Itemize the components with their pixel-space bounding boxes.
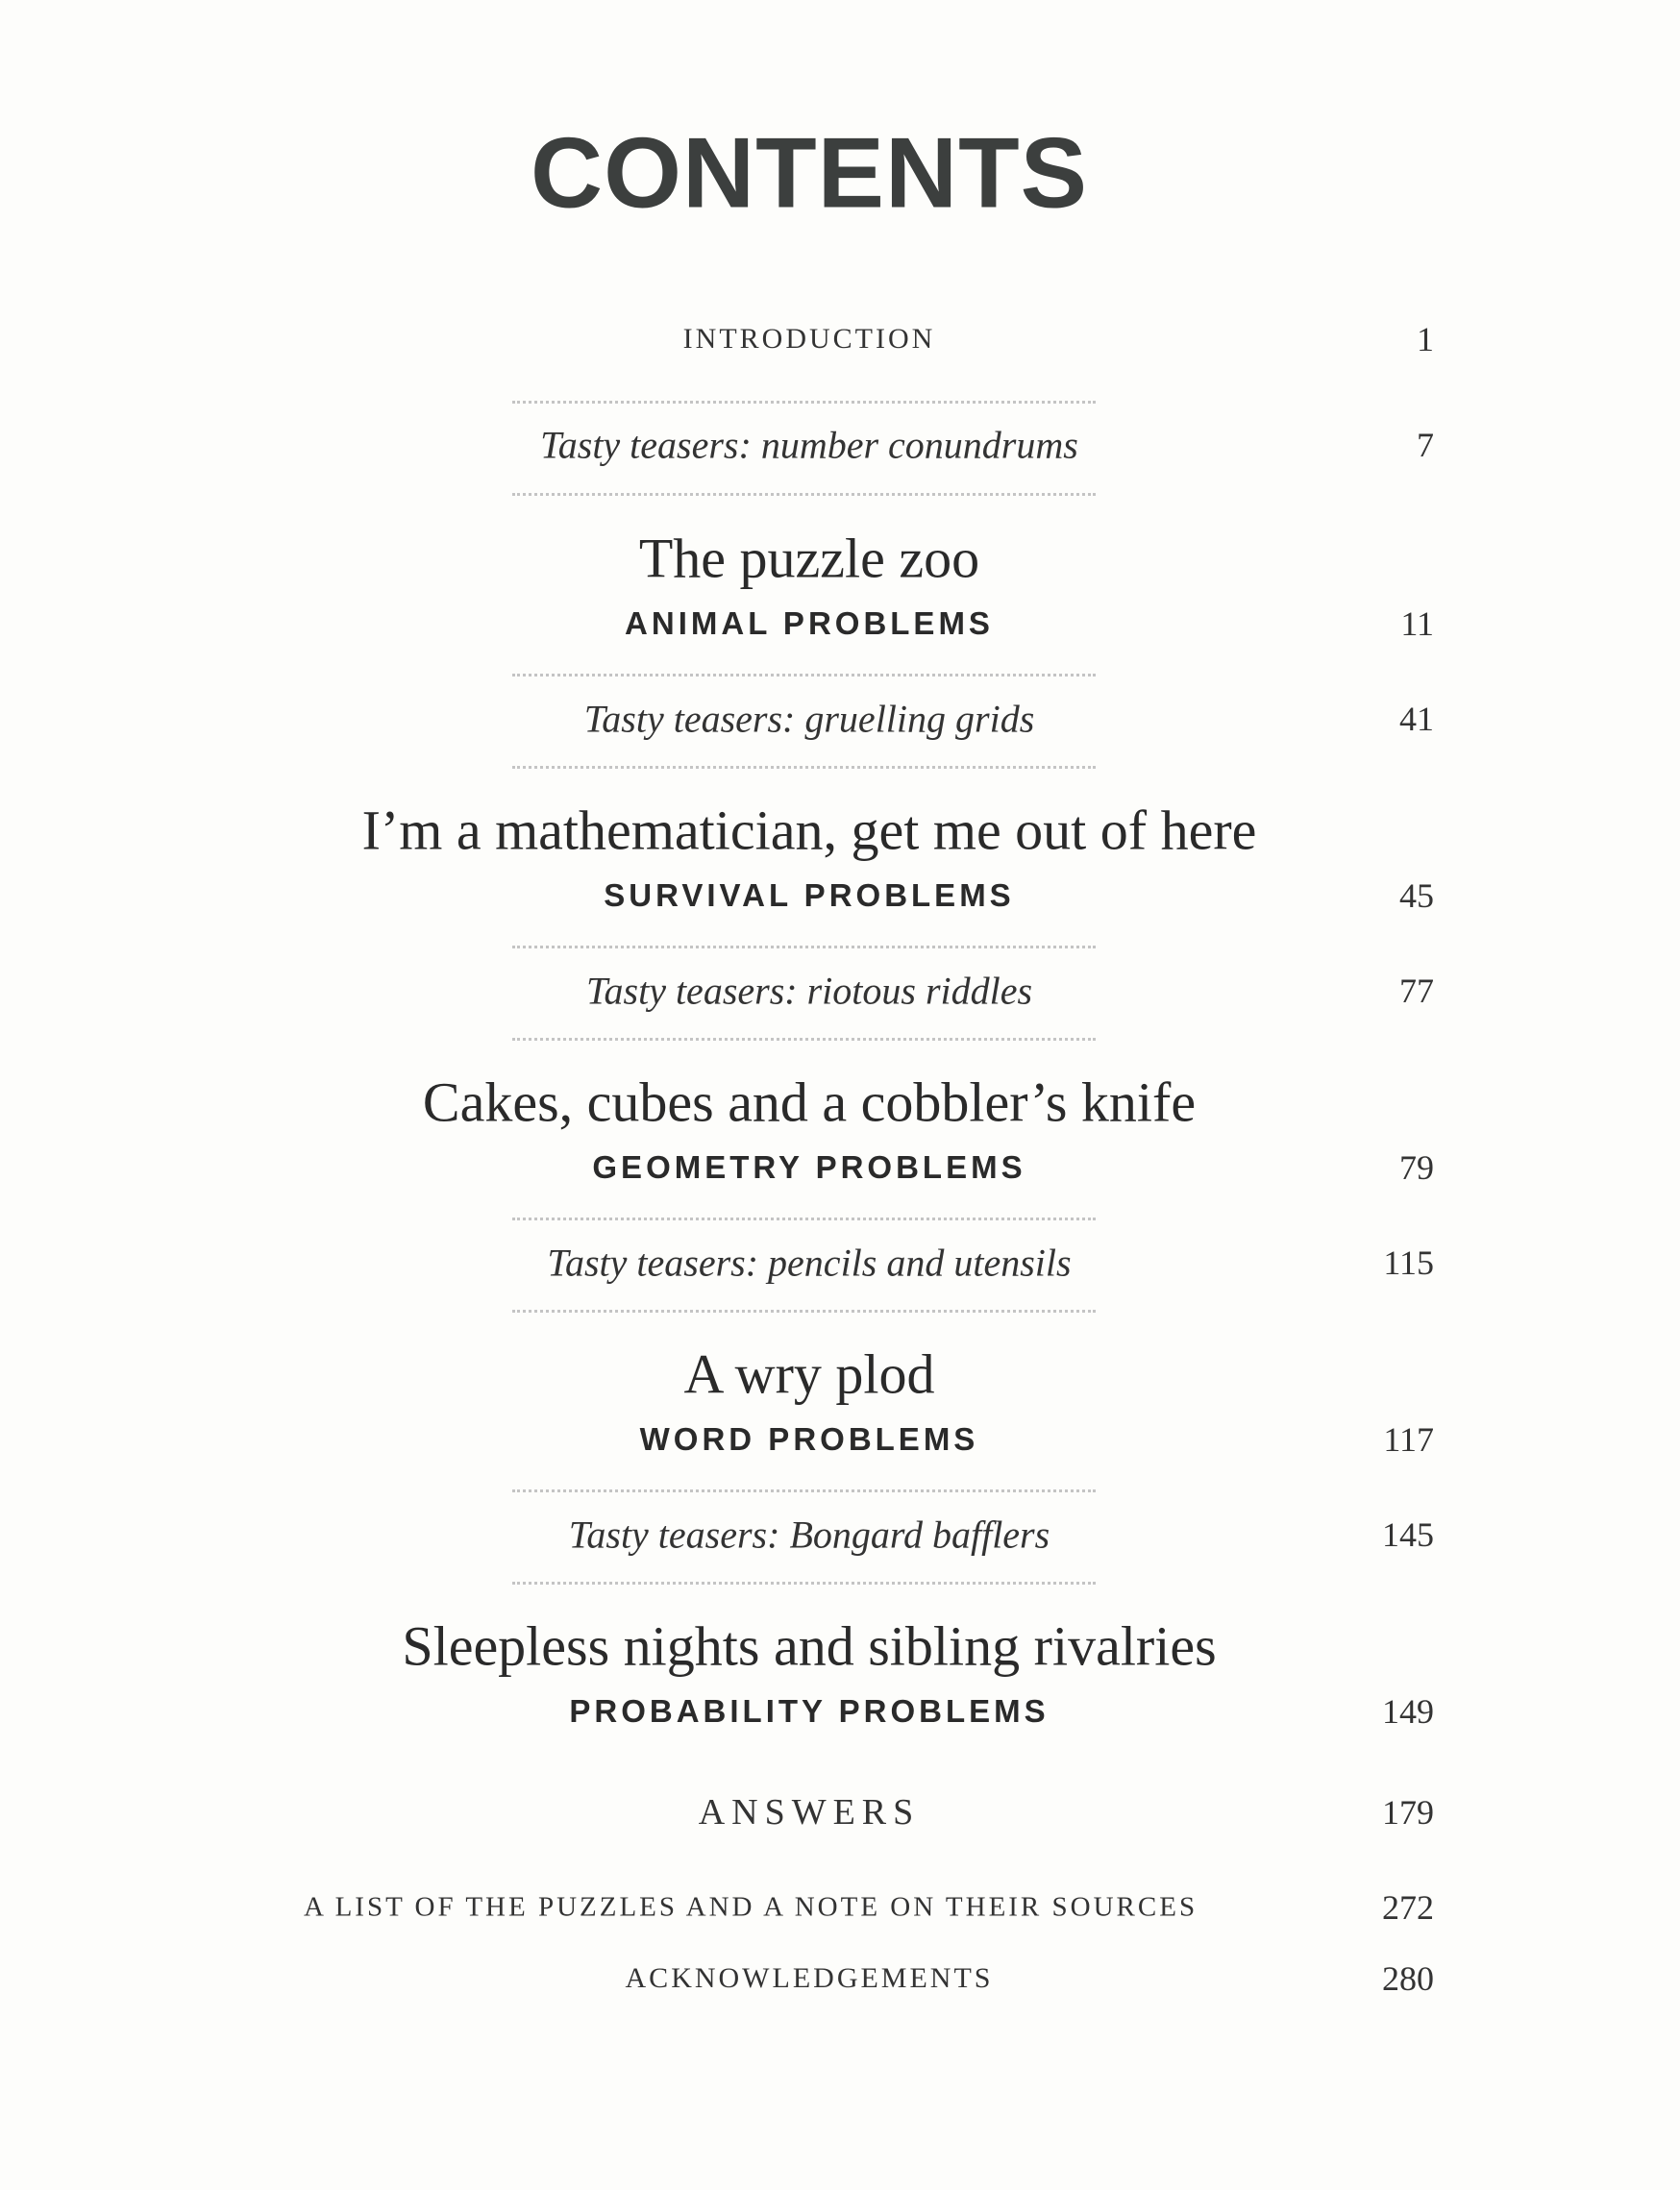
page-number: 117 xyxy=(1383,1420,1434,1459)
page-number: 45 xyxy=(1399,876,1434,915)
dotted-divider xyxy=(512,493,1096,496)
toc-entry-teaser[interactable]: Tasty teasers: number conundrums xyxy=(540,423,1078,467)
toc-entry-puzzle-list[interactable]: A LIST OF THE PUZZLES AND A NOTE ON THEIR SOURCES xyxy=(304,1891,1198,1923)
page-number: 272 xyxy=(1382,1888,1434,1927)
dotted-divider xyxy=(512,1218,1096,1220)
chapter-subtitle[interactable]: PROBABILITY PROBLEMS xyxy=(569,1693,1050,1729)
page-number: 115 xyxy=(1383,1243,1434,1282)
page-number: 79 xyxy=(1399,1148,1434,1187)
chapter-subtitle[interactable]: ANIMAL PROBLEMS xyxy=(625,605,994,641)
chapter-subtitle[interactable]: GEOMETRY PROBLEMS xyxy=(592,1149,1026,1185)
dotted-divider xyxy=(512,946,1096,948)
page-number: 41 xyxy=(1399,700,1434,738)
toc-entry-teaser[interactable]: Tasty teasers: pencils and utensils xyxy=(547,1241,1072,1285)
chapter-title[interactable]: I’m a mathematician, get me out of here xyxy=(361,799,1257,862)
dotted-divider xyxy=(512,1582,1096,1585)
chapter-title[interactable]: Cakes, cubes and a cobbler’s knife xyxy=(422,1070,1197,1134)
dotted-divider xyxy=(512,766,1096,769)
chapter-subtitle[interactable]: SURVIVAL PROBLEMS xyxy=(604,877,1015,913)
chapter-title[interactable]: A wry plod xyxy=(683,1342,935,1406)
page-number: 145 xyxy=(1382,1515,1434,1554)
chapter-title[interactable]: The puzzle zoo xyxy=(638,527,980,590)
dotted-divider xyxy=(512,1489,1096,1492)
dotted-divider xyxy=(512,674,1096,677)
toc-entry-teaser[interactable]: Tasty teasers: gruelling grids xyxy=(583,697,1035,741)
toc-entry-acknowledgements[interactable]: ACKNOWLEDGEMENTS xyxy=(625,1962,994,1994)
page-number: 149 xyxy=(1382,1692,1434,1731)
toc-entry-introduction[interactable]: INTRODUCTION xyxy=(682,323,936,355)
toc-entry-answers[interactable]: ANSWERS xyxy=(698,1792,921,1833)
dotted-divider xyxy=(512,401,1096,404)
toc-entry-teaser[interactable]: Tasty teasers: riotous riddles xyxy=(585,969,1033,1013)
page-number: 179 xyxy=(1382,1793,1434,1832)
toc-entry-teaser[interactable]: Tasty teasers: Bongard bafflers xyxy=(568,1513,1050,1557)
page-number: 7 xyxy=(1417,426,1434,464)
page-number: 11 xyxy=(1400,604,1434,643)
page-title: CONTENTS xyxy=(531,117,1088,230)
page-number: 280 xyxy=(1382,1959,1434,1998)
dotted-divider xyxy=(512,1038,1096,1041)
chapter-title[interactable]: Sleepless nights and sibling rivalries xyxy=(402,1614,1217,1678)
page-number: 1 xyxy=(1417,320,1434,358)
chapter-subtitle[interactable]: WORD PROBLEMS xyxy=(639,1421,979,1457)
page-number: 77 xyxy=(1399,972,1434,1010)
dotted-divider xyxy=(512,1310,1096,1313)
